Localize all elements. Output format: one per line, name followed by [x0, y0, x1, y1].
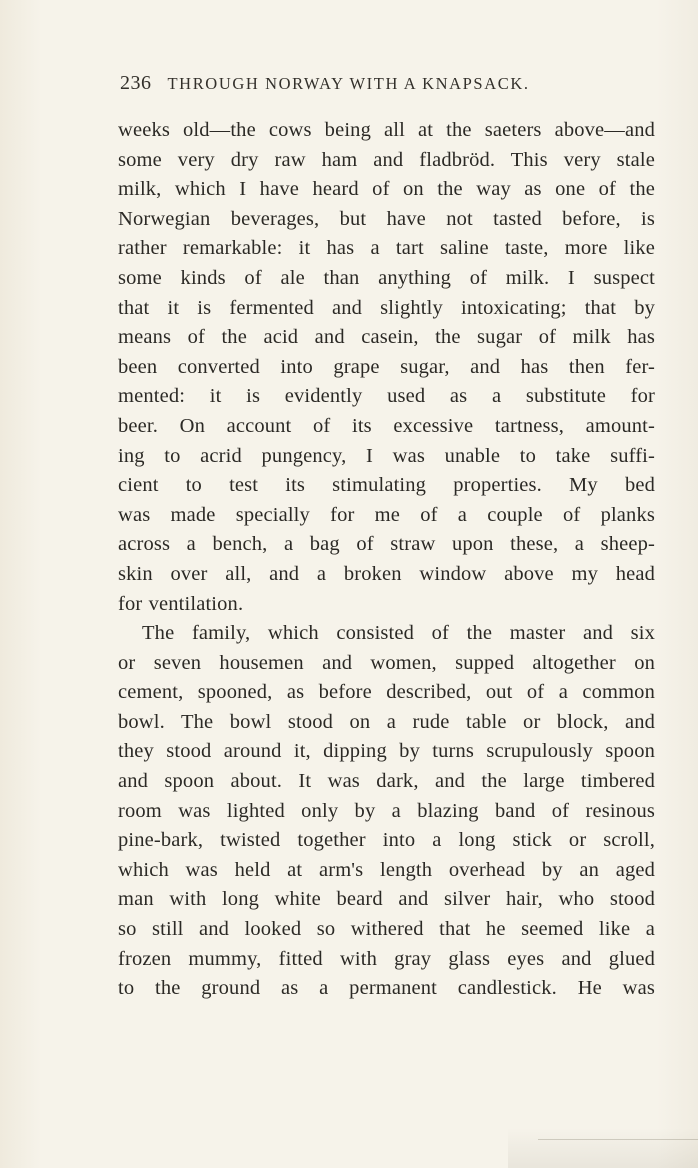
- page-corner-shadow: [508, 1128, 698, 1168]
- text-line: which was held at arm's length overhead by an aged: [118, 858, 655, 881]
- text-line: cement, spooned, as before described, out of a common: [118, 681, 655, 704]
- text-line: some very dry raw ham and fladbröd. This very stale: [118, 148, 655, 171]
- page-number: 236: [120, 72, 152, 94]
- text-line: some kinds of ale than anything of milk. I suspect: [118, 266, 655, 289]
- text-line: pine-bark, twisted together into a long stick or scroll,: [118, 829, 655, 852]
- text-line: ing to acrid pungency, I was unable to take suffi-: [118, 444, 655, 467]
- text-line: or seven housemen and women, supped altogether on: [118, 651, 655, 674]
- text-line: for ventilation.: [118, 592, 244, 615]
- body-text: [118, 116, 655, 1004]
- text-line: across a bench, a bag of straw upon these, a sheep-: [118, 533, 655, 556]
- text-line: and spoon about. It was dark, and the large timbered: [118, 770, 655, 793]
- text-line: weeks old—the cows being all at the saeters above—and: [118, 119, 655, 141]
- text-line: beer. On account of its excessive tartness, amount-: [118, 414, 655, 437]
- text-line: The family, which consisted of the master and six: [142, 622, 655, 645]
- text-line: man with long white beard and silver hair, who stood: [118, 888, 655, 911]
- text-line: skin over all, and a broken window above my head: [118, 562, 655, 585]
- text-line: cient to test its stimulating properties. My bed: [118, 474, 655, 497]
- text-line: was made specially for me of a couple of planks: [118, 503, 655, 526]
- text-line: been converted into grape sugar, and has then fer-: [118, 355, 655, 378]
- text-line: that it is fermented and slightly intoxicating; that by: [118, 296, 655, 319]
- page-edge-line: [538, 1139, 698, 1140]
- text-line: Norwegian beverages, but have not tasted before, is: [118, 207, 655, 230]
- text-line: they stood around it, dipping by turns scrupulously spoon: [118, 740, 655, 763]
- text-line: bowl. The bowl stood on a rude table or block, and: [118, 710, 655, 733]
- text-line: to the ground as a permanent candlestick. He was: [118, 977, 655, 1000]
- text-line: room was lighted only by a blazing band of resinous: [118, 799, 655, 822]
- running-title: THROUGH NORWAY WITH A KNAPSACK.: [167, 74, 530, 93]
- text-line: means of the acid and casein, the sugar of milk has: [118, 326, 655, 349]
- text-line: so still and looked so withered that he seemed like a: [118, 918, 655, 941]
- text-line: frozen mummy, fitted with gray glass eyes and glued: [118, 947, 655, 970]
- text-line: rather remarkable: it has a tart saline taste, more like: [118, 237, 655, 260]
- text-line: milk, which I have heard of on the way as one of the: [118, 178, 655, 201]
- text-line: mented: it is evidently used as a substitute for: [118, 385, 655, 408]
- page-header: [120, 72, 600, 102]
